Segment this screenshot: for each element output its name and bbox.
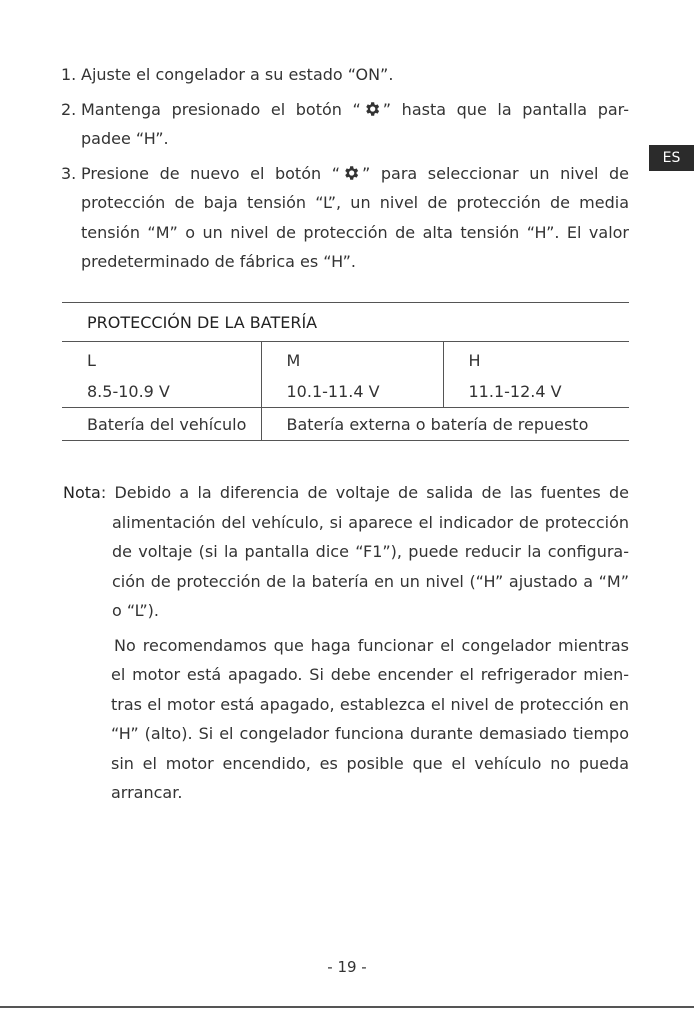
note-label: Nota	[63, 483, 101, 502]
step-number: 2.	[61, 99, 77, 119]
usage-vehicle-battery: Batería del vehículo	[62, 408, 261, 441]
note-section	[63, 478, 629, 808]
step-number: 3.	[61, 163, 77, 183]
step-text-after: ” para seleccionar un nivel de protección de baja tensión “L”, un nivel de protección de media tensión “M” o un nivel de protección de alta tensión “H”. El valor predeterminado de fábrica es “H”.	[81, 163, 630, 271]
step-1	[61, 60, 629, 90]
bottom-divider	[0, 1006, 694, 1008]
note-paragraph-1	[63, 478, 629, 626]
table-title: PROTECCIÓN DE LA BATERÍA	[62, 303, 629, 342]
step-text-after: ” hasta que la pantalla par-padee “H”.	[81, 99, 629, 148]
range-l: 8.5-10.9 V	[62, 376, 261, 408]
step-2	[61, 95, 629, 154]
instruction-steps	[61, 60, 629, 282]
gear-icon	[342, 164, 360, 182]
range-h: 11.1-12.4 V	[443, 376, 629, 408]
step-number: 1.	[61, 65, 77, 84]
level-h: H	[468, 351, 481, 370]
step-text: Ajuste el congelador a su estado “ON”.	[81, 65, 394, 84]
note-text-1: : Debido a la diferencia de voltaje de salida de las fuentes de alimentación del vehículo, si aparece el indicador de protección de voltaje (si la pantalla dice “F1”), puede reducir la configura-ción de protección de la batería en un nivel (“H” ajustado a “M” o “L”).	[100, 483, 629, 620]
step-3	[61, 159, 629, 277]
language-tab: ES	[649, 145, 694, 171]
step-text-before: Presione de nuevo el botón “	[81, 163, 341, 183]
battery-protection-table	[62, 302, 629, 441]
usage-external-battery: Batería externa o batería de repuesto	[261, 408, 629, 441]
level-l: L	[62, 342, 261, 377]
range-m: 10.1-11.4 V	[261, 376, 443, 408]
gear-icon	[363, 100, 381, 118]
step-text-before: Mantenga presionado el botón “	[81, 99, 361, 119]
level-m: M	[261, 342, 443, 377]
page-number: - 19 -	[327, 958, 367, 976]
note-paragraph-2: No recomendamos que haga funcionar el congelador mientras el motor está apagado. Si debe encender el refrigerador mien-tras el motor está apagado, establezca el nivel de protección en “H” (alto). Si el congelador funciona durante demasiado tiempo sin el motor encendido, es posible que el vehículo no pueda arrancar.	[111, 635, 629, 802]
